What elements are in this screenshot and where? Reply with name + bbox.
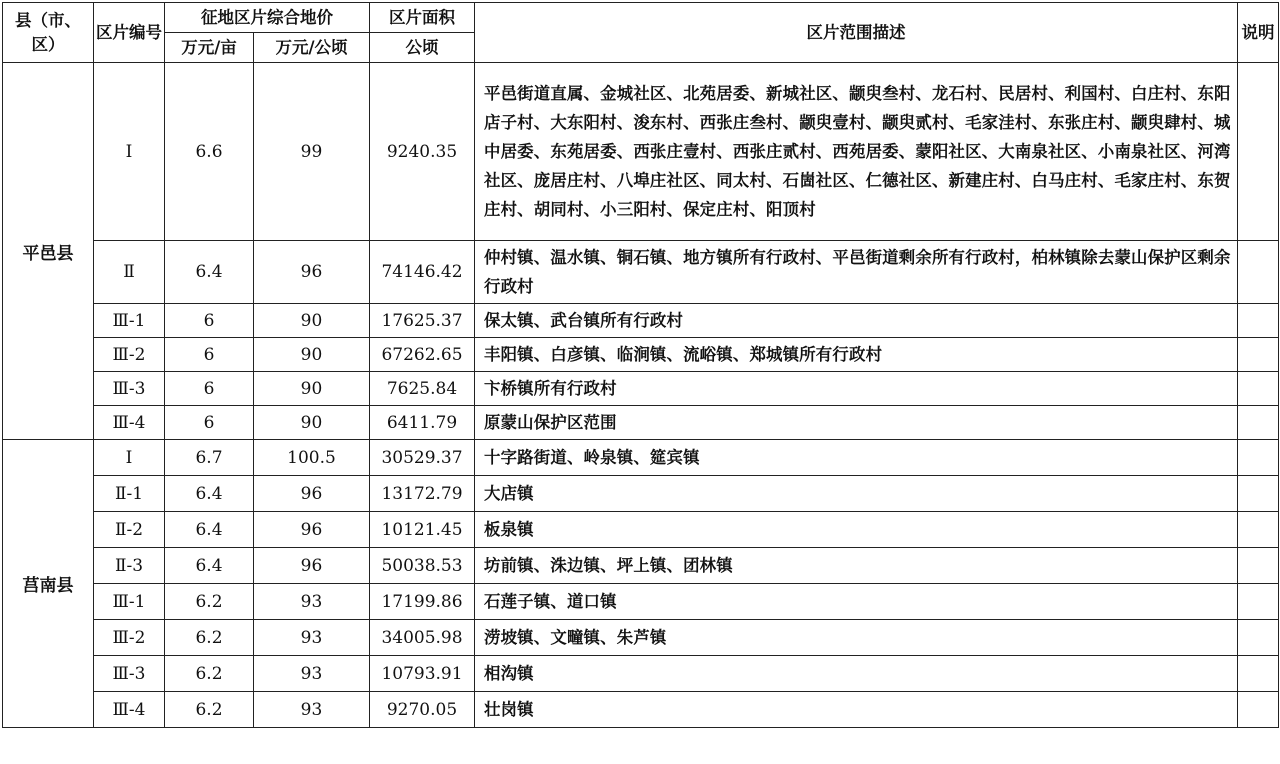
header-zone: 区片编号 xyxy=(94,3,165,63)
price-mu-cell: 6.4 xyxy=(165,241,254,304)
table-row xyxy=(3,63,1279,241)
area-cell: 34005.98 xyxy=(370,620,475,656)
table-row xyxy=(3,440,1279,476)
table-row xyxy=(3,548,1279,584)
price-ha-cell: 100.5 xyxy=(254,440,370,476)
area-cell: 9270.05 xyxy=(370,692,475,728)
price-ha-cell: 99 xyxy=(254,63,370,241)
price-ha-cell: 93 xyxy=(254,656,370,692)
price-ha-cell: 93 xyxy=(254,692,370,728)
note-cell xyxy=(1238,512,1279,548)
zone-cell: Ⅰ xyxy=(94,440,165,476)
price-ha-cell: 93 xyxy=(254,584,370,620)
desc-cell: 涝坡镇、文疃镇、朱芦镇 xyxy=(475,620,1238,656)
note-cell xyxy=(1238,584,1279,620)
table-row xyxy=(3,372,1279,406)
price-mu-cell: 6.2 xyxy=(165,620,254,656)
area-cell: 50038.53 xyxy=(370,548,475,584)
table-row xyxy=(3,620,1279,656)
zone-cell: Ⅲ-4 xyxy=(94,406,165,440)
note-cell xyxy=(1238,656,1279,692)
zone-cell: Ⅱ-1 xyxy=(94,476,165,512)
price-mu-cell: 6.2 xyxy=(165,692,254,728)
price-mu-cell: 6.7 xyxy=(165,440,254,476)
desc-cell: 十字路街道、岭泉镇、筵宾镇 xyxy=(475,440,1238,476)
table-body xyxy=(3,63,1279,728)
price-mu-cell: 6 xyxy=(165,338,254,372)
desc-cell: 丰阳镇、白彦镇、临涧镇、流峪镇、郑城镇所有行政村 xyxy=(475,338,1238,372)
price-mu-cell: 6 xyxy=(165,406,254,440)
price-ha-cell: 90 xyxy=(254,372,370,406)
land-price-table xyxy=(2,2,1279,728)
price-mu-cell: 6 xyxy=(165,372,254,406)
zone-cell: Ⅱ-3 xyxy=(94,548,165,584)
desc-cell: 平邑街道直属、金城社区、北苑居委、新城社区、颛臾叁村、龙石村、民居村、利国村、白庄村、东阳店子村、大东阳村、浚东村、西张庄叁村、颛臾壹村、颛臾贰村、毛家洼村、东张庄村、颛臾肆村、城中居委、东苑居委、西张庄壹村、西张庄贰村、西苑居委、蒙阳社区、大南泉社区、小南泉社区、河湾社区、庞居庄村、八埠庄社区、同太村、石崮社区、仁德社区、新建庄村、白马庄村、毛家庄村、东贺庄村、胡同村、小三阳村、保定庄村、阳顶村 xyxy=(475,63,1238,241)
desc-cell: 壮岗镇 xyxy=(475,692,1238,728)
area-cell: 67262.65 xyxy=(370,338,475,372)
desc-cell: 坊前镇、洙边镇、坪上镇、团林镇 xyxy=(475,548,1238,584)
note-cell xyxy=(1238,304,1279,338)
zone-cell: Ⅱ-2 xyxy=(94,512,165,548)
zone-cell: Ⅰ xyxy=(94,63,165,241)
price-mu-cell: 6.2 xyxy=(165,584,254,620)
area-cell: 7625.84 xyxy=(370,372,475,406)
zone-cell: Ⅲ-1 xyxy=(94,304,165,338)
price-mu-cell: 6 xyxy=(165,304,254,338)
table-row xyxy=(3,241,1279,304)
note-cell xyxy=(1238,620,1279,656)
desc-cell: 大店镇 xyxy=(475,476,1238,512)
price-mu-cell: 6.6 xyxy=(165,63,254,241)
note-cell xyxy=(1238,440,1279,476)
note-cell xyxy=(1238,548,1279,584)
price-mu-cell: 6.2 xyxy=(165,656,254,692)
zone-cell: Ⅱ xyxy=(94,241,165,304)
price-mu-cell: 6.4 xyxy=(165,476,254,512)
zone-cell: Ⅲ-3 xyxy=(94,656,165,692)
note-cell xyxy=(1238,63,1279,241)
header-price-group: 征地区片综合地价 xyxy=(165,3,370,33)
header-county: 县（市、区） xyxy=(3,3,94,63)
zone-cell: Ⅲ-3 xyxy=(94,372,165,406)
table-row xyxy=(3,692,1279,728)
price-ha-cell: 96 xyxy=(254,476,370,512)
area-cell: 6411.79 xyxy=(370,406,475,440)
header-desc: 区片范围描述 xyxy=(475,3,1238,63)
area-cell: 30529.37 xyxy=(370,440,475,476)
area-cell: 13172.79 xyxy=(370,476,475,512)
price-mu-cell: 6.4 xyxy=(165,512,254,548)
table-row xyxy=(3,304,1279,338)
header-price-ha: 万元/公顷 xyxy=(254,33,370,63)
price-ha-cell: 90 xyxy=(254,406,370,440)
header-area-unit: 公顷 xyxy=(370,33,475,63)
desc-cell: 卞桥镇所有行政村 xyxy=(475,372,1238,406)
desc-cell: 原蒙山保护区范围 xyxy=(475,406,1238,440)
price-mu-cell: 6.4 xyxy=(165,548,254,584)
zone-cell: Ⅲ-4 xyxy=(94,692,165,728)
table-header xyxy=(3,3,1279,63)
price-ha-cell: 90 xyxy=(254,304,370,338)
zone-cell: Ⅲ-2 xyxy=(94,338,165,372)
county-cell: 莒南县 xyxy=(3,440,94,728)
desc-cell: 相沟镇 xyxy=(475,656,1238,692)
area-cell: 17199.86 xyxy=(370,584,475,620)
price-ha-cell: 96 xyxy=(254,548,370,584)
note-cell xyxy=(1238,692,1279,728)
note-cell xyxy=(1238,241,1279,304)
note-cell xyxy=(1238,406,1279,440)
table-row xyxy=(3,476,1279,512)
area-cell: 74146.42 xyxy=(370,241,475,304)
desc-cell: 保太镇、武台镇所有行政村 xyxy=(475,304,1238,338)
table-row xyxy=(3,656,1279,692)
note-cell xyxy=(1238,476,1279,512)
table-row xyxy=(3,338,1279,372)
header-area: 区片面积 xyxy=(370,3,475,33)
note-cell xyxy=(1238,338,1279,372)
table-row xyxy=(3,512,1279,548)
price-ha-cell: 93 xyxy=(254,620,370,656)
header-note: 说明 xyxy=(1238,3,1279,63)
header-price-mu: 万元/亩 xyxy=(165,33,254,63)
table-row xyxy=(3,584,1279,620)
note-cell xyxy=(1238,372,1279,406)
zone-cell: Ⅲ-1 xyxy=(94,584,165,620)
desc-cell: 板泉镇 xyxy=(475,512,1238,548)
desc-cell: 仲村镇、温水镇、铜石镇、地方镇所有行政村、平邑街道剩余所有行政村，柏林镇除去蒙山保护区剩余行政村 xyxy=(475,241,1238,304)
zone-cell: Ⅲ-2 xyxy=(94,620,165,656)
area-cell: 10121.45 xyxy=(370,512,475,548)
price-ha-cell: 90 xyxy=(254,338,370,372)
area-cell: 17625.37 xyxy=(370,304,475,338)
area-cell: 9240.35 xyxy=(370,63,475,241)
price-ha-cell: 96 xyxy=(254,512,370,548)
price-ha-cell: 96 xyxy=(254,241,370,304)
table-row xyxy=(3,406,1279,440)
area-cell: 10793.91 xyxy=(370,656,475,692)
desc-cell: 石莲子镇、道口镇 xyxy=(475,584,1238,620)
county-cell: 平邑县 xyxy=(3,63,94,440)
